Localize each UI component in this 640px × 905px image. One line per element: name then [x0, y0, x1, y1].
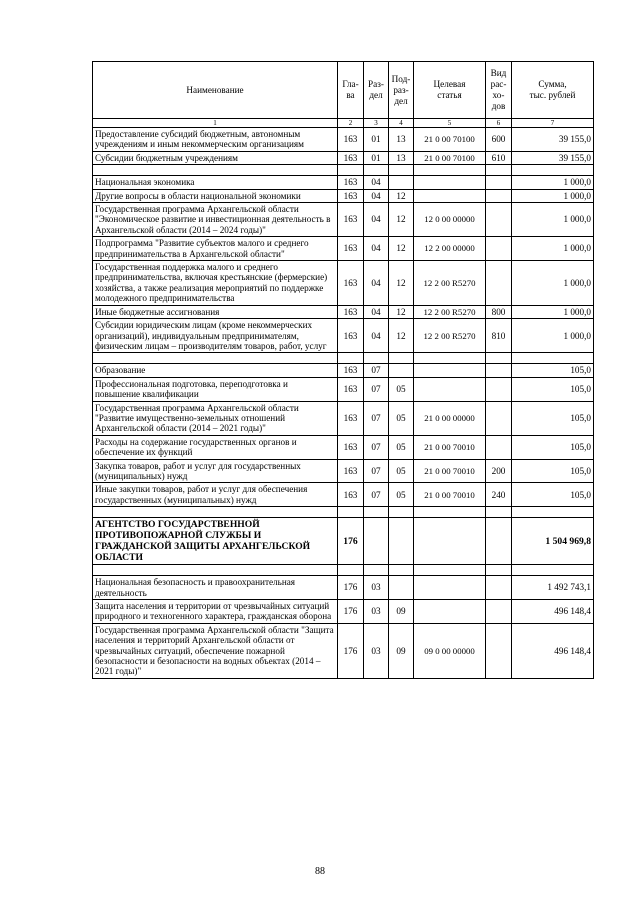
row-target — [414, 576, 486, 600]
spacer-row — [93, 353, 594, 364]
row-chapter: 163 — [338, 176, 364, 189]
row-chapter: 176 — [338, 576, 364, 600]
header-section: Раз- дел — [364, 62, 389, 119]
row-section: 04 — [364, 189, 389, 202]
empty-cell — [414, 165, 486, 176]
empty-cell — [414, 507, 486, 518]
table-row — [93, 600, 594, 624]
row-section: 07 — [364, 364, 389, 377]
row-expense-type — [486, 576, 512, 600]
empty-cell — [338, 165, 364, 176]
table-row — [93, 435, 594, 459]
row-section: 04 — [364, 305, 389, 318]
row-subsection: 12 — [389, 261, 414, 306]
row-name: Иные закупки товаров, работ и услуг для обеспечения государственных (муниципальных) нужд — [93, 483, 338, 507]
row-chapter: 163 — [338, 128, 364, 152]
row-subsection — [389, 518, 414, 565]
row-expense-type: 200 — [486, 459, 512, 483]
row-name: Образование — [93, 364, 338, 377]
row-expense-type — [486, 435, 512, 459]
empty-cell — [364, 165, 389, 176]
row-section: 01 — [364, 151, 389, 164]
row-section: 07 — [364, 401, 389, 435]
row-chapter: 176 — [338, 623, 364, 678]
empty-cell — [486, 507, 512, 518]
table-row — [93, 623, 594, 678]
row-target: 21 0 00 70010 — [414, 483, 486, 507]
row-sum: 496 148,4 — [512, 600, 594, 624]
row-subsection: 05 — [389, 401, 414, 435]
row-chapter: 163 — [338, 189, 364, 202]
row-sum: 496 148,4 — [512, 623, 594, 678]
row-section: 07 — [364, 459, 389, 483]
row-section: 04 — [364, 237, 389, 261]
row-subsection: 05 — [389, 435, 414, 459]
row-expense-type — [486, 401, 512, 435]
table-row — [93, 319, 594, 353]
row-subsection: 12 — [389, 237, 414, 261]
row-name: Другие вопросы в области национальной экономики — [93, 189, 338, 202]
row-chapter: 163 — [338, 377, 364, 401]
row-chapter: 163 — [338, 435, 364, 459]
row-target — [414, 364, 486, 377]
table-body — [93, 128, 594, 679]
row-target: 21 0 00 70100 — [414, 151, 486, 164]
empty-cell — [389, 165, 414, 176]
table-row — [93, 151, 594, 164]
row-section: 01 — [364, 128, 389, 152]
spacer-row — [93, 165, 594, 176]
row-expense-type — [486, 261, 512, 306]
row-sum: 105,0 — [512, 483, 594, 507]
row-name: Субсидии бюджетным учреждениям — [93, 151, 338, 164]
table-row — [93, 189, 594, 202]
row-sum: 1 000,0 — [512, 261, 594, 306]
row-target: 21 0 00 70010 — [414, 435, 486, 459]
header-expense-type: Вид рас- хо- дов — [486, 62, 512, 119]
col-number: 3 — [364, 119, 389, 128]
page-number: 88 — [315, 866, 325, 877]
row-expense-type: 240 — [486, 483, 512, 507]
table-row — [93, 576, 594, 600]
col-number: 6 — [486, 119, 512, 128]
row-name: Государственная программа Архангельской области "Защита населения и территорий Архангельской области от чрезвычайных ситуаций, обеспечение пожарной безопасности и безопасности на водных объектах (2014 – 2021 годы)" — [93, 623, 338, 678]
row-sum: 105,0 — [512, 435, 594, 459]
row-name: Закупка товаров, работ и услуг для государственных (муниципальных) нужд — [93, 459, 338, 483]
row-subsection: 13 — [389, 151, 414, 164]
row-subsection — [389, 176, 414, 189]
row-target — [414, 189, 486, 202]
row-subsection: 12 — [389, 189, 414, 202]
row-section: 03 — [364, 600, 389, 624]
row-chapter: 163 — [338, 151, 364, 164]
row-name: Государственная программа Архангельской области "Экономическое развитие и инвестиционная деятельность в Архангельской области (2014 – 2024 годы)" — [93, 203, 338, 237]
header-name: Наименование — [93, 62, 338, 119]
row-chapter: 176 — [338, 600, 364, 624]
row-expense-type — [486, 600, 512, 624]
row-sum: 1 492 743,1 — [512, 576, 594, 600]
empty-cell — [338, 507, 364, 518]
row-section: 03 — [364, 576, 389, 600]
row-expense-type — [486, 364, 512, 377]
row-chapter: 176 — [338, 518, 364, 565]
table-row — [93, 176, 594, 189]
row-subsection: 09 — [389, 623, 414, 678]
row-expense-type — [486, 377, 512, 401]
row-sum: 1 000,0 — [512, 203, 594, 237]
table-row — [93, 483, 594, 507]
empty-cell — [93, 165, 338, 176]
row-expense-type — [486, 176, 512, 189]
header-subsection: Под- раз- дел — [389, 62, 414, 119]
row-expense-type — [486, 623, 512, 678]
col-number: 7 — [512, 119, 594, 128]
row-target: 12 2 00 R5270 — [414, 319, 486, 353]
row-section: 07 — [364, 435, 389, 459]
row-section: 07 — [364, 377, 389, 401]
row-sum: 39 155,0 — [512, 128, 594, 152]
spacer-row — [93, 507, 594, 518]
empty-cell — [414, 353, 486, 364]
empty-cell — [512, 353, 594, 364]
row-sum: 105,0 — [512, 401, 594, 435]
row-section — [364, 518, 389, 565]
row-sum: 1 000,0 — [512, 237, 594, 261]
empty-cell — [389, 353, 414, 364]
row-chapter: 163 — [338, 483, 364, 507]
row-chapter: 163 — [338, 459, 364, 483]
row-expense-type: 800 — [486, 305, 512, 318]
row-expense-type — [486, 203, 512, 237]
empty-cell — [414, 565, 486, 576]
table-header-row — [93, 62, 594, 119]
row-name: Подпрограмма "Развитие субъектов малого и среднего предпринимательства в Архангельской области" — [93, 237, 338, 261]
table-row — [93, 377, 594, 401]
row-expense-type: 810 — [486, 319, 512, 353]
empty-cell — [486, 353, 512, 364]
row-target: 12 2 00 00000 — [414, 237, 486, 261]
row-target — [414, 377, 486, 401]
row-expense-type — [486, 237, 512, 261]
row-sum: 105,0 — [512, 459, 594, 483]
row-target — [414, 518, 486, 565]
row-sum: 1 000,0 — [512, 305, 594, 318]
empty-cell — [364, 565, 389, 576]
row-sum: 1 000,0 — [512, 176, 594, 189]
row-sum: 105,0 — [512, 364, 594, 377]
row-section: 04 — [364, 203, 389, 237]
row-chapter: 163 — [338, 305, 364, 318]
empty-cell — [512, 507, 594, 518]
row-subsection — [389, 576, 414, 600]
empty-cell — [338, 565, 364, 576]
row-name: Предоставление субсидий бюджетным, автономным учреждениям и иным некоммерческим организациям — [93, 128, 338, 152]
row-name: Защита населения и территории от чрезвычайных ситуаций природного и техногенного характера, гражданская оборона — [93, 600, 338, 624]
row-name: АГЕНТСТВО ГОСУДАРСТВЕННОЙ ПРОТИВОПОЖАРНОЙ СЛУЖБЫ И ГРАЖДАНСКОЙ ЗАЩИТЫ АРХАНГЕЛЬСКОЙ ОБЛАСТИ — [93, 518, 338, 565]
table-row — [93, 459, 594, 483]
row-chapter: 163 — [338, 237, 364, 261]
row-subsection — [389, 364, 414, 377]
empty-cell — [486, 165, 512, 176]
header-chapter: Гла- ва — [338, 62, 364, 119]
row-subsection: 05 — [389, 377, 414, 401]
row-chapter: 163 — [338, 203, 364, 237]
header-sum: Сумма, тыс. рублей — [512, 62, 594, 119]
row-target: 21 0 00 00000 — [414, 401, 486, 435]
row-expense-type: 610 — [486, 151, 512, 164]
col-number: 4 — [389, 119, 414, 128]
row-name: Субсидии юридическим лицам (кроме некоммерческих организаций), индивидуальным предпринимателям, физическим лицам – производителям товаров, работ, услуг — [93, 319, 338, 353]
row-expense-type: 600 — [486, 128, 512, 152]
row-target: 09 0 00 00000 — [414, 623, 486, 678]
empty-cell — [389, 565, 414, 576]
row-chapter: 163 — [338, 364, 364, 377]
empty-cell — [512, 165, 594, 176]
row-name: Профессиональная подготовка, переподготовка и повышение квалификации — [93, 377, 338, 401]
row-name: Иные бюджетные ассигнования — [93, 305, 338, 318]
row-name: Государственная поддержка малого и среднего предпринимательства, включая крестьянские (фермерские) хозяйства, а также реализация мероприятий по поддержке молодежного предпринимательства — [93, 261, 338, 306]
empty-cell — [486, 565, 512, 576]
row-subsection: 12 — [389, 305, 414, 318]
empty-cell — [389, 507, 414, 518]
row-name: Национальная безопасность и правоохранительная деятельность — [93, 576, 338, 600]
row-chapter: 163 — [338, 261, 364, 306]
row-target: 12 0 00 00000 — [414, 203, 486, 237]
row-name: Государственная программа Архангельской области "Развитие имущественно-земельных отношений Архангельской области (2014 – 2021 годы)" — [93, 401, 338, 435]
row-target: 21 0 00 70010 — [414, 459, 486, 483]
row-expense-type — [486, 518, 512, 565]
table-row — [93, 128, 594, 152]
row-name: Расходы на содержание государственных органов и обеспечение их функций — [93, 435, 338, 459]
empty-cell — [93, 353, 338, 364]
table-row — [93, 203, 594, 237]
table-row — [93, 237, 594, 261]
row-subsection: 05 — [389, 483, 414, 507]
row-sum: 1 000,0 — [512, 319, 594, 353]
table-row — [93, 401, 594, 435]
col-number: 5 — [414, 119, 486, 128]
header-target: Целевая статья — [414, 62, 486, 119]
row-sum: 1 000,0 — [512, 189, 594, 202]
table-row — [93, 305, 594, 318]
table-row — [93, 364, 594, 377]
row-target: 12 2 00 R5270 — [414, 261, 486, 306]
table-row — [93, 261, 594, 306]
empty-cell — [512, 565, 594, 576]
empty-cell — [93, 507, 338, 518]
row-target: 12 2 00 R5270 — [414, 305, 486, 318]
row-name: Национальная экономика — [93, 176, 338, 189]
empty-cell — [364, 353, 389, 364]
col-number: 1 — [93, 119, 338, 128]
row-section: 07 — [364, 483, 389, 507]
budget-table — [92, 61, 594, 679]
table-row — [93, 518, 594, 565]
row-subsection: 05 — [389, 459, 414, 483]
row-target — [414, 600, 486, 624]
row-section: 03 — [364, 623, 389, 678]
row-section: 04 — [364, 261, 389, 306]
row-sum: 1 504 969,8 — [512, 518, 594, 565]
row-sum: 105,0 — [512, 377, 594, 401]
row-subsection: 13 — [389, 128, 414, 152]
row-chapter: 163 — [338, 401, 364, 435]
spacer-row — [93, 565, 594, 576]
row-sum: 39 155,0 — [512, 151, 594, 164]
row-section: 04 — [364, 176, 389, 189]
row-target — [414, 176, 486, 189]
row-chapter: 163 — [338, 319, 364, 353]
row-subsection: 09 — [389, 600, 414, 624]
row-section: 04 — [364, 319, 389, 353]
row-subsection: 12 — [389, 203, 414, 237]
empty-cell — [338, 353, 364, 364]
row-subsection: 12 — [389, 319, 414, 353]
column-number-row — [93, 119, 594, 128]
empty-cell — [364, 507, 389, 518]
col-number: 2 — [338, 119, 364, 128]
row-target: 21 0 00 70100 — [414, 128, 486, 152]
row-expense-type — [486, 189, 512, 202]
empty-cell — [93, 565, 338, 576]
